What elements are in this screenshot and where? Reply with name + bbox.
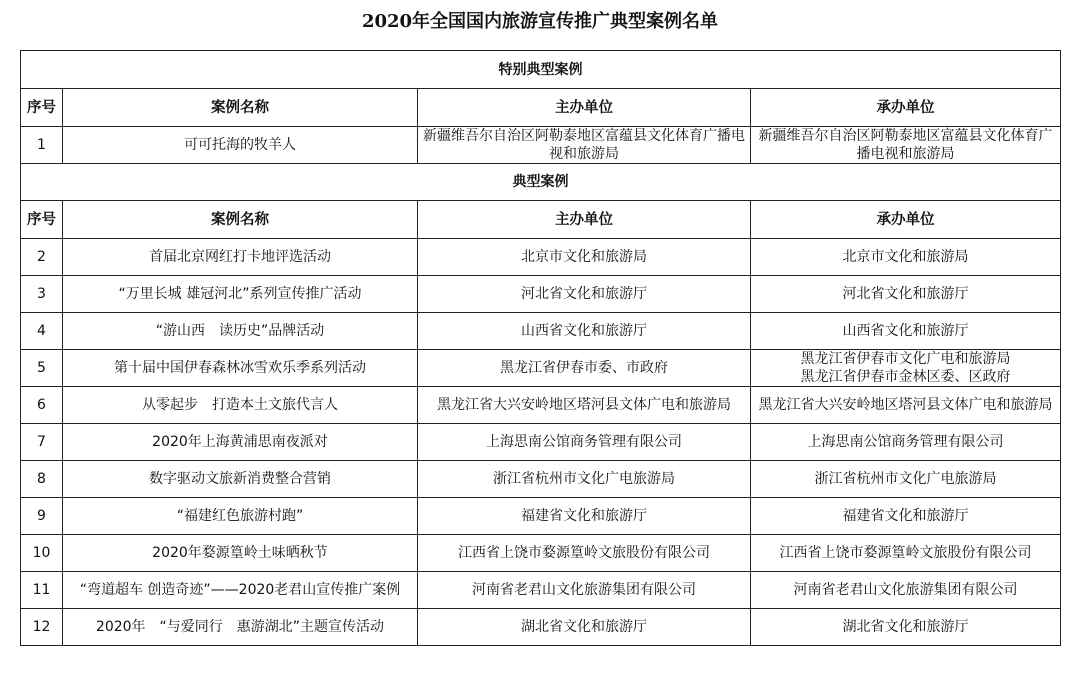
cell-no: 6 [21, 387, 63, 424]
cell-no: 1 [21, 127, 63, 164]
table-row [21, 313, 1061, 350]
cell-no: 2 [21, 239, 63, 276]
header-name: 案例名称 [63, 201, 418, 239]
cell-host: 黑龙江省大兴安岭地区塔河县文体广电和旅游局 [418, 387, 751, 424]
cell-host: 江西省上饶市婺源篁岭文旅股份有限公司 [418, 535, 751, 572]
cell-no: 10 [21, 535, 63, 572]
cell-name: “游山西 读历史”品牌活动 [63, 313, 418, 350]
cell-organizer: 黑龙江省大兴安岭地区塔河县文体广电和旅游局 [751, 387, 1061, 424]
section-header-special [21, 51, 1061, 89]
cell-host: 山西省文化和旅游厅 [418, 313, 751, 350]
column-header-row [21, 201, 1061, 239]
table-row [21, 609, 1061, 646]
table-row [21, 535, 1061, 572]
page-title: 2020年全国国内旅游宣传推广典型案例名单 [361, 11, 719, 32]
header-no: 序号 [21, 201, 63, 239]
cell-organizer: 湖北省文化和旅游厅 [751, 609, 1061, 646]
cell-no: 8 [21, 461, 63, 498]
cell-host: 河南省老君山文化旅游集团有限公司 [418, 572, 751, 609]
table-row [21, 424, 1061, 461]
cell-host: 上海思南公馆商务管理有限公司 [418, 424, 751, 461]
cell-name: 2020年 “与爱同行 惠游湖北”主题宣传活动 [63, 609, 418, 646]
cell-name: 2020年上海黄浦思南夜派对 [63, 424, 418, 461]
cell-organizer: 新疆维吾尔自治区阿勒泰地区富蕴县文化体育广播电视和旅游局 [751, 127, 1061, 164]
cell-organizer: 黑龙江省伊春市文化广电和旅游局 黑龙江省伊春市金林区委、区政府 [751, 350, 1061, 387]
cell-organizer: 福建省文化和旅游厅 [751, 498, 1061, 535]
section-label: 典型案例 [21, 164, 1061, 201]
cell-no: 5 [21, 350, 63, 387]
cell-host: 黑龙江省伊春市委、市政府 [418, 350, 751, 387]
cell-host: 湖北省文化和旅游厅 [418, 609, 751, 646]
cell-name: 第十届中国伊春森林冰雪欢乐季系列活动 [63, 350, 418, 387]
cell-organizer: 上海思南公馆商务管理有限公司 [751, 424, 1061, 461]
case-table [20, 50, 1061, 646]
table-row [21, 387, 1061, 424]
table-row [21, 239, 1061, 276]
header-organizer: 承办单位 [751, 89, 1061, 127]
cell-organizer: 北京市文化和旅游局 [751, 239, 1061, 276]
cell-host: 新疆维吾尔自治区阿勒泰地区富蕴县文化体育广播电视和旅游局 [418, 127, 751, 164]
cell-no: 3 [21, 276, 63, 313]
cell-organizer: 浙江省杭州市文化广电旅游局 [751, 461, 1061, 498]
cell-name: 2020年婺源篁岭土味晒秋节 [63, 535, 418, 572]
cell-name: 可可托海的牧羊人 [63, 127, 418, 164]
table-row [21, 461, 1061, 498]
cell-host: 河北省文化和旅游厅 [418, 276, 751, 313]
cell-name: 从零起步 打造本土文旅代言人 [63, 387, 418, 424]
header-host: 主办单位 [418, 201, 751, 239]
cell-host: 福建省文化和旅游厅 [418, 498, 751, 535]
table-row [21, 498, 1061, 535]
cell-organizer: 江西省上饶市婺源篁岭文旅股份有限公司 [751, 535, 1061, 572]
section-header-typical [21, 164, 1061, 201]
cell-name: “福建红色旅游村跑” [63, 498, 418, 535]
section-label: 特别典型案例 [21, 51, 1061, 89]
cell-host: 浙江省杭州市文化广电旅游局 [418, 461, 751, 498]
cell-no: 11 [21, 572, 63, 609]
cell-no: 4 [21, 313, 63, 350]
cell-no: 12 [21, 609, 63, 646]
cell-organizer: 河北省文化和旅游厅 [751, 276, 1061, 313]
column-header-row [21, 89, 1061, 127]
cell-name: “万里长城 雄冠河北”系列宣传推广活动 [63, 276, 418, 313]
cell-organizer: 山西省文化和旅游厅 [751, 313, 1061, 350]
cell-name: “弯道超车 创造奇迹”——2020老君山宣传推广案例 [63, 572, 418, 609]
cell-no: 7 [21, 424, 63, 461]
table-row [21, 127, 1061, 164]
table-row [21, 276, 1061, 313]
cell-name: 首届北京网红打卡地评选活动 [63, 239, 418, 276]
header-name: 案例名称 [63, 89, 418, 127]
cell-name: 数字驱动文旅新消费整合营销 [63, 461, 418, 498]
table-row [21, 572, 1061, 609]
header-no: 序号 [21, 89, 63, 127]
cell-host: 北京市文化和旅游局 [418, 239, 751, 276]
cell-organizer: 河南省老君山文化旅游集团有限公司 [751, 572, 1061, 609]
cell-no: 9 [21, 498, 63, 535]
table-row [21, 350, 1061, 387]
header-host: 主办单位 [418, 89, 751, 127]
header-organizer: 承办单位 [751, 201, 1061, 239]
